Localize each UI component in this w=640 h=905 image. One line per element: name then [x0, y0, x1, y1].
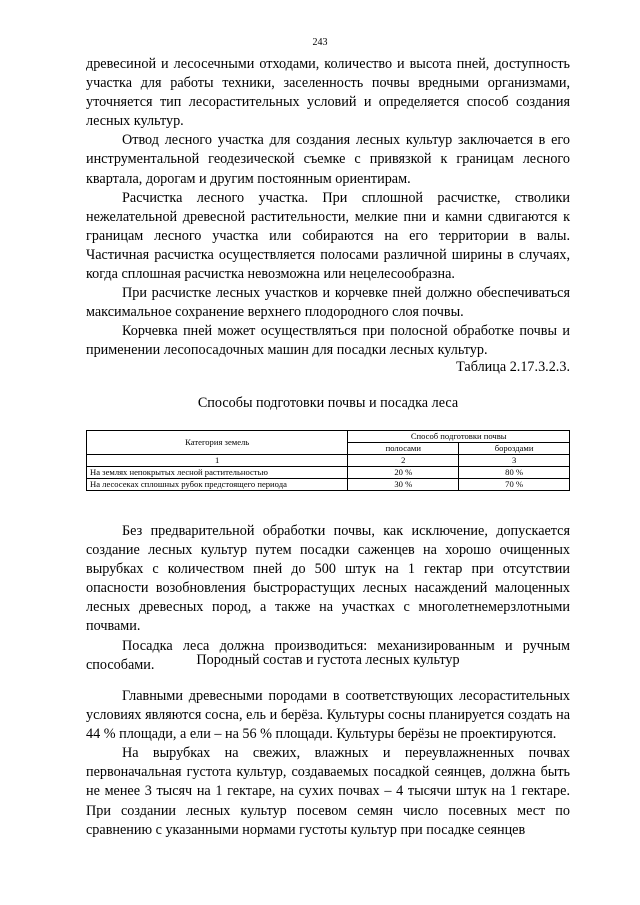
table-label: Таблица 2.17.3.2.3. [456, 359, 570, 375]
paragraph: Корчевка пней может осуществляться при полосной обработке почвы и применении лесопосадочных машин для посадки лесных культур. [86, 323, 570, 359]
page-number: 243 [312, 37, 328, 48]
header-strips: полосами [348, 443, 459, 455]
cell-category: На лесосеках сплошных рубок предстоящего периода [87, 479, 348, 491]
column-number: 2 [348, 455, 459, 467]
paragraph: древесиной и лесосечными отходами, количество и высота пней, доступность участка для работы техники, заселенность почвы вредными организмами, уточняется тип лесорастительных условий и определяется способ создания лесных культур. [86, 56, 570, 130]
cell-furrows: 70 % [459, 479, 570, 491]
cell-furrows: 80 % [459, 467, 570, 479]
paragraph: Отвод лесного участка для создания лесных культур заключается в его инструментальной геодезической съемке с привязкой к границам лесного квартала, дорогам и другим постоянным ориентирам. [86, 132, 570, 187]
cell-strips: 20 % [348, 467, 459, 479]
table-title: Способы подготовки почвы и посадка леса [197, 395, 459, 411]
paragraph: На вырубках на свежих, влажных и переувлажненных почвах первоначальная густота культур, создаваемых посадкой сеянцев, должна быть не менее 3 тысяч на 1 гектаре, на сухих почвах – 4 тысячи штук на 1 гектаре. При создании лесных культур посевом семян число посевных мест по сравнению с указанными нормами густоты культур при посадке сеянцев [86, 745, 570, 838]
cell-strips: 30 % [348, 479, 459, 491]
paragraph: Главными древесными породами в соответствующих лесорастительных условиях являются сосна, ель и берёза. Культуры сосны планируется создать на 44 % площади, а ели – на 56 % площади. Культуры берёзы не проектируются. [86, 688, 570, 743]
table-number-row [87, 455, 570, 467]
column-number: 1 [87, 455, 348, 467]
text-block-top [86, 55, 570, 361]
section-title: Породный состав и густота лесных культур [196, 652, 460, 668]
soil-preparation-table [86, 430, 570, 491]
paragraph: Посадка леса должна производиться: механизированным и ручным способами. [86, 637, 570, 673]
text-block-bottom [86, 687, 570, 840]
paragraph: Без предварительной обработки почвы, как исключение, допускается создание лесных культур путем посадки саженцев на хорошо очищенных вырубках с количеством пней до 500 штук на 1 гектар при отсутствии опасности возобновления быстрорастущих лесных насаждений малоценных лесных древесных пород, а также на участках с многолетнемерзлотными почвами. [86, 523, 570, 635]
header-method: Способ подготовки почвы [348, 431, 570, 443]
cell-category: На землях непокрытых лесной растительностью [87, 467, 348, 479]
header-furrows: бороздами [459, 443, 570, 455]
table-row [87, 479, 570, 491]
table-row [87, 467, 570, 479]
paragraph: Расчистка лесного участка. При сплошной расчистке, стволики нежелательной древесной растительности, мелкие пни и камни сдвигаются к границам лесного участка или собираются на его территории в валы. Частичная расчистка осуществляется полосами различной ширины в случаях, когда сплошная расчистка невозможна или нецелесообразна. [86, 189, 570, 283]
table-header-row [87, 431, 570, 443]
header-category: Категория земель [87, 431, 348, 455]
paragraph: При расчистке лесных участков и корчевке пней должно обеспечиваться максимальное сохранение верхнего плодородного слоя почвы. [86, 285, 570, 321]
column-number: 3 [459, 455, 570, 467]
